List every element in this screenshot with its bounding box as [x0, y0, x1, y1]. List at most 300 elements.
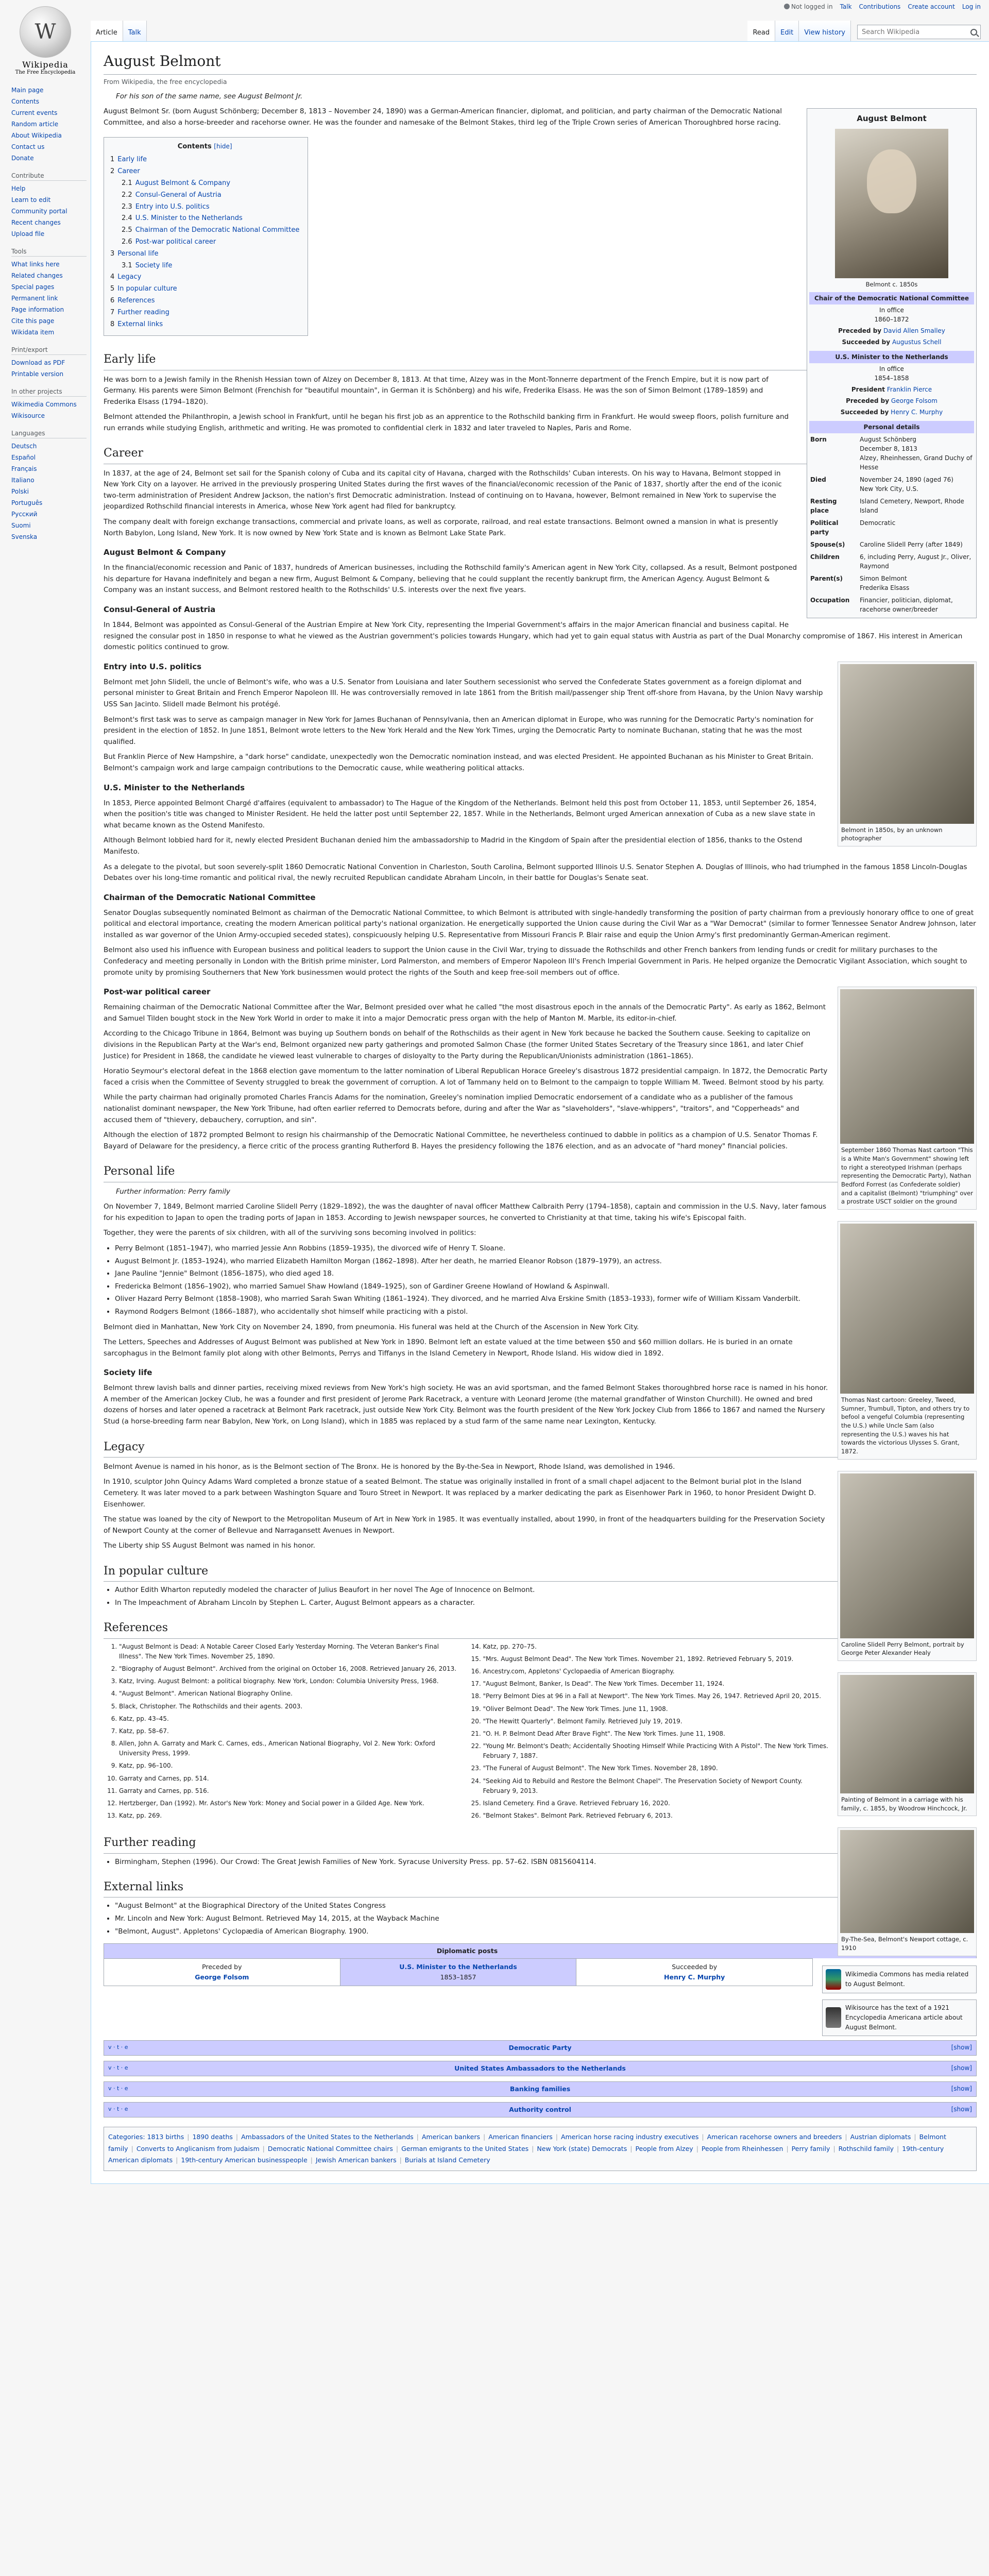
toc-link[interactable]: References	[117, 296, 155, 304]
toc-number: 6	[110, 296, 115, 304]
sidebar-item	[11, 399, 87, 410]
sidebar-item	[11, 304, 87, 315]
infobox-office-chair[interactable]: Chair of the Democratic National Committee	[809, 292, 974, 304]
category-separator: |	[845, 2133, 847, 2141]
paragraph: Senator Douglas subsequently nominated Belmont as chairman of the Democratic National Committee, to which Belmont is attributed with single-handedly transforming the position of party chairman from a previously honorary office to one of great political and electoral importance, creating the modern American political party's national organization. He energetically supported the Union cause during the Civil War as a "War Democrat" (similar to former Tennessee Senator Andrew Johnson, later installed as war governor of the Union Army-occupied seceded states), conspicuously helping U.S. Representative from Missouri Francis P. Blair raise and equip the Union Army's first predominantly German-American regiment.	[104, 908, 976, 939]
thumbnail-image[interactable]	[840, 664, 974, 824]
toc-number: 3	[110, 249, 115, 258]
infobox-row-value: November 24, 1890 (aged 76) New York City, U.S.	[860, 476, 953, 493]
infobox-row-label: Parent(s)	[810, 575, 843, 583]
sidebar-item	[11, 281, 87, 293]
infobox-row	[809, 473, 974, 495]
logo-title: Wikipedia	[22, 60, 69, 70]
paragraph: He was born to a Jewish family in the Rhenish Hessian town of Alzey on December 8, 1813. At that time, Alzey was in the Mont-Tonnerre department of the French Empire, but it is now part of Germany. His parents were Simon Belmont (Frenchish for "beautiful mountain", in German it is Schönberg) and his wife, Frederika Elsass. He was the son of Simon Belmont (1789–1859) and Frederika Elsass (1794–1820).	[104, 375, 769, 406]
category-separator: |	[630, 2144, 633, 2153]
reference-item[interactable]: 14. Katz, pp. 270–75.	[483, 1642, 829, 1652]
category-link[interactable]: Ambassadors of the United States to the Netherlands	[241, 2133, 414, 2141]
navbox-vte-links[interactable]: v · t · e	[108, 2064, 128, 2072]
nav-portal	[11, 82, 87, 167]
search-input[interactable]	[861, 28, 970, 37]
reference-item[interactable]: 2. "Biography of August Belmont". Archived from the original on October 16, 2008. Retrieved January 26, 2013.	[119, 1664, 465, 1674]
infobox-term: In office 1854–1858	[874, 365, 909, 382]
sidebar-link[interactable]: Permanent link	[11, 295, 58, 302]
thumbnail	[838, 1221, 977, 1460]
culture-item: • Author Edith Wharton reputedly modeled the character of Julius Beaufort in her novel The Age of Innocence on Belmont.	[115, 1585, 977, 1596]
thumbnail-caption: Belmont in 1850s, by an unknown photographer	[841, 826, 943, 842]
toc-number: 1	[110, 156, 115, 164]
category-separator: |	[696, 2144, 698, 2153]
sidebar-link[interactable]: Français	[11, 465, 37, 472]
tab-article[interactable]: Article	[91, 21, 123, 41]
category-link[interactable]: New York (state) Democrats	[537, 2144, 627, 2153]
reference-item[interactable]: 12. Hertzberger, Dan (1992). Mr. Astor's New York: Money and Social power in a Gilded Age. New York.	[119, 1799, 465, 1808]
sidebar-item	[11, 118, 87, 130]
office-link[interactable]: U.S. Minister to the Netherlands	[399, 1963, 517, 1971]
category-separator: |	[399, 2156, 402, 2164]
sidebar-item	[11, 84, 87, 96]
infobox-preceded	[809, 395, 974, 406]
category-link[interactable]: Austrian diplomats	[850, 2133, 911, 2141]
lead-paragraph: August Belmont Sr. (born August Schönberg; December 8, 1813 – November 24, 1890) was a German-American financier, diplomat, and politician, and party chairman of the Democratic National Committee, and also a horse-breeder and racehorse owner. He was the founder and namesake of the Belmont Stakes, third leg of the Triple Crown series of American Thoroughbred horse racing.	[104, 107, 782, 127]
sidebar-link[interactable]: Related changes	[11, 272, 63, 279]
paragraph: The company dealt with foreign exchange transactions, commercial and private loans, as well as corporate, railroad, and real estate transactions. Belmont owned a mansion in what is presently North Babylon, Long Island, New York. It is now owned by New York State and is known as Belmont Lake State Park.	[104, 518, 778, 537]
child-item: • August Belmont Jr. (1853–1924), who married Elizabeth Hamilton Morgan (1862–1898). After her death, he married Eleanor Robson (1879–1979), an actress.	[115, 1256, 977, 1267]
reference-item[interactable]: 9. Katz, pp. 96–100.	[119, 1761, 465, 1771]
category-separator: |	[416, 2133, 419, 2141]
toc-link[interactable]: Consul-General of Austria	[135, 191, 221, 199]
toc-link[interactable]: Entry into U.S. politics	[135, 202, 210, 211]
sidebar-link[interactable]: Current events	[11, 109, 58, 116]
infobox-row-value: Democratic	[860, 519, 896, 527]
infobox-row-value: 6, including Perry, August Jr., Oliver, Raymond	[860, 553, 971, 570]
infobox-row	[809, 538, 974, 551]
sidebar-link[interactable]: Donate	[11, 155, 34, 162]
reference-item[interactable]: 3. Katz, Irving. August Belmont: a political biography. New York, London: Columbia University Press, 1968.	[119, 1676, 465, 1686]
infobox-row-label: Born	[810, 436, 827, 444]
category-link[interactable]: 19th-century American businesspeople	[181, 2156, 308, 2164]
label: Succeeded by	[672, 1963, 718, 1971]
reference-item[interactable]: 26. "Belmont Stakes". Belmont Park. Retrieved February 6, 2013.	[483, 1811, 829, 1821]
subsection-heading: Consul-General of Austria	[104, 605, 216, 615]
sidebar-item	[11, 357, 87, 368]
thumbnail-caption: By-The-Sea, Belmont's Newport cottage, c. 1910	[841, 1936, 968, 1952]
wikisource-text[interactable]: Wikisource has the text of a 1921 Encyclopedia Americana article about August Belmont.	[845, 2004, 963, 2031]
logo-tagline: The Free Encyclopedia	[15, 70, 76, 75]
wikipedia-globe-icon	[20, 6, 71, 58]
subsection-heading: U.S. Minister to the Netherlands	[104, 783, 245, 792]
category-link[interactable]: Belmont family	[108, 2133, 946, 2153]
toc-title-text: Contents	[177, 142, 212, 150]
thumbnail	[838, 1672, 977, 1816]
succession-box	[104, 1958, 813, 1986]
wikisource-box	[822, 1999, 977, 2037]
toc-number: 2.3	[122, 202, 132, 211]
link[interactable]: Augustus Schell	[892, 338, 942, 346]
toc-link[interactable]: Further reading	[117, 308, 169, 316]
toc-item[interactable]	[110, 260, 299, 272]
paragraph: While the party chairman had originally promoted Charles Francis Adams for the nomination, Greeley's nomination implied Democratic endorsement of a candidate who as a publisher of the famous nationalist dominant newspaper, the New York Tribune, had often earlier referred to Democrats before, during and after the War as "slaveholders", "slave-whippers", "traitors", and "Copperheads" and accused them of "thievery, debauchery, corruption, and sin".	[104, 1093, 799, 1124]
paragraph: The statue was loaned by the city of Newport to the Metropolitan Museum of Art in New York in 1985. It was eventually installed, about 1990, in front of the headquarters building for the Preservation Society of Newport County at the corner of Bellevue and Narragansett Avenues in Newport.	[104, 1515, 825, 1535]
toc-number: 2.4	[122, 214, 132, 223]
sidebar-link[interactable]: Upload file	[11, 230, 45, 238]
infobox-office-minister[interactable]: U.S. Minister to the Netherlands	[809, 351, 974, 363]
sidebar-item	[11, 107, 87, 118]
label: Succeeded by	[842, 338, 891, 346]
infobox-succeeded	[809, 406, 974, 418]
toc-number: 2	[110, 167, 115, 176]
section-heading: Personal life	[104, 1162, 977, 1182]
category-link[interactable]: Burials at Island Cemetery	[404, 2156, 490, 2164]
personal-link[interactable]: Talk	[840, 3, 852, 10]
navbox-title[interactable]: Authority control	[509, 2106, 571, 2114]
paragraph: According to the Chicago Tribune in 1864, Belmont was buying up Southern bonds on behalf of the Rothschilds as their agent in New York because he backed the Southern cause. Seeking to capitalize on divisions in the Republican Party at the War's end, Belmont organized new party gatherings and promoted Salmon Chase (the former United States Secretary of the Treasury since 1861, and later Chief Justice) for President in 1868, the candidate he viewed least vulnerable to charges of disloyalty to the Party during the Republican/Unionists administration (1861–1865).	[104, 1029, 811, 1060]
toc-number: 4	[110, 273, 115, 281]
sidebar-link[interactable]: Português	[11, 499, 43, 506]
contribute-portal	[11, 167, 87, 243]
succession-office	[340, 1959, 577, 1986]
reference-item[interactable]: 20. "The Hewitt Quarterly". Belmont Family. Retrieved July 19, 2019.	[483, 1717, 829, 1726]
category-separator: |	[396, 2144, 399, 2153]
category-link[interactable]: Democratic National Committee chairs	[267, 2144, 393, 2153]
thumbnail-image[interactable]	[840, 1473, 974, 1638]
navbox-title[interactable]: United States Ambassadors to the Netherlands	[454, 2064, 626, 2073]
child-item: • Fredericka Belmont (1856–1902), who married Samuel Shaw Howland (1849–1925), son of Gardiner Greene Howland of Howland & Aspinwall.	[115, 1281, 977, 1293]
hatnote[interactable]: For his son of the same name, see August Belmont Jr.	[116, 92, 303, 100]
toc-link[interactable]: Legacy	[117, 273, 142, 281]
sidebar-link[interactable]: What links here	[11, 261, 60, 268]
sidebar-link[interactable]: Contents	[11, 98, 39, 105]
wikisource-icon	[826, 2007, 841, 2028]
toc-link[interactable]: Society life	[135, 261, 173, 269]
category-link[interactable]: 1890 deaths	[192, 2133, 233, 2141]
print-portal	[11, 341, 87, 383]
infobox-portrait[interactable]	[835, 129, 948, 278]
reference-item[interactable]: 19. "Oliver Belmont Dead". The New York Times. June 11, 1908.	[483, 1704, 829, 1714]
infobox-row-label: Children	[810, 553, 840, 561]
reference-item[interactable]: 4. "August Belmont". American National Biography Online.	[119, 1689, 465, 1699]
infobox-caption: Belmont c. 1850s	[865, 280, 918, 288]
toc-item[interactable]	[110, 272, 299, 283]
category-separator: |	[310, 2156, 313, 2164]
link[interactable]: David Allen Smalley	[883, 327, 945, 335]
infobox-row-value: Financier, politician, diplomat, racehorse owner/breeder	[860, 597, 953, 614]
commons-box	[822, 1965, 977, 1993]
infobox-title: August Belmont	[857, 114, 927, 124]
toc-number: 2.6	[122, 238, 132, 246]
sidebar-item	[11, 410, 87, 421]
sidebar-link[interactable]: Main page	[11, 87, 44, 94]
thumbnail-image[interactable]	[840, 1830, 974, 1933]
sidebar-link[interactable]: Deutsch	[11, 443, 37, 450]
predecessor-link[interactable]: George Folsom	[195, 1973, 249, 1981]
category-link[interactable]: 19th-century American diplomats	[108, 2144, 944, 2164]
reference-item[interactable]: 8. Allen, John A. Garraty and Mark C. Carnes, eds., American National Biography, Vol 2. New York: Oxford University Press, 1999.	[119, 1739, 465, 1758]
navbox-title[interactable]: Banking families	[509, 2085, 571, 2093]
sidebar-item	[11, 486, 87, 497]
category-separator: |	[187, 2133, 190, 2141]
thumbnail-image[interactable]	[840, 1224, 974, 1394]
category-link[interactable]: Rothschild family	[838, 2144, 894, 2153]
diplomatic-posts-head: Diplomatic posts	[104, 1943, 977, 1958]
reference-item[interactable]: 13. Katz, pp. 269.	[119, 1811, 465, 1821]
sidebar-link[interactable]: Italiano	[11, 477, 35, 484]
projects-portal	[11, 383, 87, 425]
personal-link[interactable]: Contributions	[859, 3, 901, 10]
paragraph: In 1844, Belmont was appointed as Consul-General of the Austrian Empire at New York City, representing the Imperial Government's affairs in the major American financial and business capital. He resigned the consular post in 1850 in response to what he viewed as the Austrian government's policies towards Hungary, which had yet to gain equal status with Austria as part of the Dual Monarchy compromise of 1867. His interest in American domestic politics continued to grow.	[104, 621, 963, 652]
navbox-title[interactable]: Democratic Party	[508, 2044, 572, 2052]
category-link[interactable]: Perry family	[791, 2144, 830, 2153]
navbox-show-toggle[interactable]: [show]	[951, 2106, 972, 2113]
infobox-row	[809, 517, 974, 538]
personal-link[interactable]: Create account	[908, 3, 955, 10]
successor-link[interactable]: Henry C. Murphy	[664, 1973, 725, 1981]
tab-read[interactable]: Read	[747, 21, 775, 41]
sidebar-link[interactable]: Wikisource	[11, 412, 45, 419]
personal-link[interactable]: Log in	[962, 3, 981, 10]
toc-link[interactable]: In popular culture	[117, 285, 177, 293]
sidebar-link[interactable]: Español	[11, 454, 36, 461]
sidebar-link[interactable]: Printable version	[11, 370, 64, 378]
sidebar-item	[11, 152, 87, 164]
link[interactable]: Franklin Pierce	[886, 386, 932, 394]
child-item: • Perry Belmont (1851–1947), who married Jessie Ann Robbins (1859–1935), the divorced wife of Henry T. Sloane.	[115, 1243, 977, 1255]
paragraph: The Letters, Speeches and Addresses of August Belmont was published at New York in 1890. Belmont left an estate valued at the time between $50 and $60 million dollars. He is buried in an ornate sarcophagus in the Belmont family plot along with other Belmonts, Perrys and Tiffanys in the Island Cemetery in Newport, Rhode Island. His widow died in 1892.	[104, 1338, 793, 1358]
toc-link[interactable]: External links	[117, 320, 163, 328]
reference-item[interactable]: 21. "O. H. P. Belmont Dead After Brave Fight". The New York Times. June 11, 1908.	[483, 1729, 829, 1739]
sidebar-link[interactable]: About Wikipedia	[11, 132, 62, 139]
infobox-row	[809, 594, 974, 616]
sidebar-link[interactable]: Recent changes	[11, 219, 61, 226]
reference-item[interactable]: 23. "The Funeral of August Belmont". The New York Times. November 28, 1890.	[483, 1764, 829, 1773]
category-link[interactable]: American financiers	[488, 2133, 553, 2141]
thumbnail-image[interactable]	[840, 1675, 974, 1793]
tab-view-history[interactable]: View history	[799, 21, 851, 41]
site-tagline: From Wikipedia, the free encyclopedia	[104, 77, 227, 86]
toc-link[interactable]: Early life	[117, 156, 147, 164]
sidebar-link[interactable]: Wikimedia Commons	[11, 401, 77, 408]
category-separator: |	[786, 2144, 789, 2153]
subsection-heading: Entry into U.S. politics	[104, 662, 202, 671]
sidebar-link[interactable]: Page information	[11, 306, 64, 313]
category-link[interactable]: Jewish American bankers	[315, 2156, 397, 2164]
sidebar-link[interactable]: Contact us	[11, 143, 45, 150]
sidebar-link[interactable]: Polski	[11, 488, 29, 495]
category-separator: |	[702, 2133, 704, 2141]
toc-item[interactable]	[110, 213, 299, 225]
subsection-heading: Chairman of the Democratic National Committee	[104, 892, 316, 902]
reference-item[interactable]: 6. Katz, pp. 43–45.	[119, 1714, 465, 1724]
sidebar-item	[11, 368, 87, 380]
navbox-head	[104, 2061, 976, 2076]
wikipedia-logo[interactable]	[4, 0, 87, 82]
reference-item[interactable]: 22. "Young Mr. Belmont's Death; Accidentally Shooting Himself While Practicing With A Pistol". The New York Times. February 7, 1887.	[483, 1741, 829, 1761]
sidebar-item	[11, 497, 87, 509]
tools-portal	[11, 243, 87, 341]
label: Preceded by	[846, 397, 890, 405]
article-content	[91, 41, 989, 2184]
link[interactable]: Henry C. Murphy	[891, 409, 943, 416]
toc-link[interactable]: August Belmont & Company	[135, 179, 231, 187]
section-heading: Career	[104, 444, 977, 464]
reference-item[interactable]: 17. "August Belmont, Banker, Is Dead". The New York Times. December 11, 1924.	[483, 1679, 829, 1689]
paragraph: Although the election of 1872 prompted Belmont to resign his chairmanship of the Democratic National Committee, he nevertheless continued to dabble in politics as a champion of U.S. Senator Thomas F. Bayard of Delaware for the presidency, a fierce critic of the process granting Rutherford B. Hayes the presidency following the 1876 election, and as an advocate of "hard money" financial policies.	[104, 1131, 818, 1150]
category-link[interactable]: American horse racing industry executives	[560, 2133, 699, 2141]
tab-edit[interactable]: Edit	[775, 21, 799, 41]
reference-item[interactable]: 10. Garraty and Carnes, pp. 514.	[119, 1774, 465, 1784]
navbox-vte-links[interactable]: v · t · e	[108, 2044, 128, 2051]
toc-hide-link[interactable]: [hide]	[214, 142, 232, 150]
sidebar-link[interactable]: Random article	[11, 121, 59, 128]
thumbnail-image[interactable]	[840, 989, 974, 1144]
sidebar-item	[11, 217, 87, 228]
reference-item[interactable]: 24. "Seeking Aid to Rebuild and Restore the Belmont Chapel". The Preservation Society of Newport County. February 9, 2013.	[483, 1776, 829, 1796]
culture-item: • In The Impeachment of Abraham Lincoln by Stephen L. Carter, August Belmont appears as a character.	[115, 1598, 977, 1609]
search-icon[interactable]	[970, 29, 977, 36]
category-link[interactable]: German emigrants to the United States	[401, 2144, 529, 2153]
sidebar-link[interactable]: Русский	[11, 511, 38, 518]
thumbnail-caption: September 1860 Thomas Nast cartoon "This is a White Man's Government" showing left to right a stereotyped Irishman (perhaps representing the Democratic Party), Nathan Bedford Forrest (as Confederate soldier) and a capitalist (Belmont) "triumphing" over a prostrate USCT soldier on the ground	[841, 1146, 973, 1206]
reference-item[interactable]: 25. Island Cemetery. Find a Grave. Retrieved February 16, 2020.	[483, 1799, 829, 1808]
sidebar-link[interactable]: Wikidata item	[11, 329, 55, 336]
sidebar-link[interactable]: Download as PDF	[11, 359, 65, 366]
infobox-row-value: Island Cemetery, Newport, Rhode Island	[860, 498, 964, 515]
page-tabs	[91, 21, 989, 41]
subsection-heading: August Belmont & Company	[104, 548, 226, 557]
toc-link[interactable]: Personal life	[117, 249, 159, 258]
infobox-row-value: Caroline Slidell Perry (after 1849)	[860, 541, 963, 549]
navbox-show-toggle[interactable]: [show]	[951, 2085, 972, 2093]
thumbnail-caption: Painting of Belmont in a carriage with his family, c. 1855, by Woodrow Hinchcock, Jr.	[841, 1796, 967, 1812]
infobox-row-label: Died	[810, 476, 826, 484]
reference-item[interactable]: 1. "August Belmont is Dead: A Notable Career Closed Early Yesterday Morning. The Veteran Banker's Final Illness". The New York Times. November 25, 1890.	[119, 1642, 465, 1662]
hatnote[interactable]: Further information: Perry family	[116, 1187, 230, 1196]
label: Succeeded by	[840, 409, 889, 416]
toc-item[interactable]	[110, 236, 299, 248]
toc-link[interactable]: U.S. Minister to the Netherlands	[135, 214, 243, 223]
category-link[interactable]: 1813 births	[147, 2133, 184, 2141]
paragraph: Belmont threw lavish balls and dinner parties, receiving mixed reviews from New York's high society. He was an avid sportsman, and the famed Belmont Stakes thoroughbred horse race is named in his honor. A member of the American Jockey Club, he was a founder and first president of Jerome Park Racetrack, a venture with Leonard Jerome (the maternal grandfather of Winston Churchill). He owned and bred dozens of horses and later opened a racetrack at Belmont Park racetrack, just outside New York City. Belmont was the fourth president of the New York Jockey Club from 1866 to 1867 and named the Nursery Stud (a horse-breeding farm near Babylon, New York, on Long Island), which in 1885 was replaced by a stud farm of the same name near Lexington, Kentucky.	[104, 1384, 828, 1426]
paragraph: In the financial/economic recession and Panic of 1837, hundreds of American businesses, including the Rothschild family's American agent in New York City, collapsed. As a result, Belmont postponed his departure for Havana indefinitely and began a new firm, August Belmont & Company, believing that he could supplant the recently bankrupt firm, the American Agency. August Belmont & Company was an instant success, and Belmont restored health to the Rothschilds' U.S. interests over the next five years.	[104, 564, 797, 595]
sidebar-link[interactable]: Learn to edit	[11, 196, 51, 204]
paragraph: The Liberty ship SS August Belmont was named in his honor.	[104, 1541, 315, 1550]
reference-item[interactable]: 11. Garraty and Carnes, pp. 516.	[119, 1786, 465, 1796]
category-link[interactable]: American bankers	[421, 2133, 480, 2141]
category-link[interactable]: People from Rheinhessen	[701, 2144, 783, 2153]
reference-item[interactable]: 18. "Perry Belmont Dies at 96 in a Fall at Newport". The New York Times. May 26, 1947. Retrieved April 20, 2015.	[483, 1691, 829, 1701]
category-separator: |	[833, 2144, 835, 2153]
header	[91, 0, 989, 37]
navbox-vte-links[interactable]: v · t · e	[108, 2085, 128, 2092]
reference-item[interactable]: 5. Black, Christopher. The Rothschilds and their agents. 2003.	[119, 1702, 465, 1711]
category-link[interactable]: American racehorse owners and breeders	[707, 2133, 842, 2141]
sidebar-link[interactable]: Suomi	[11, 522, 31, 529]
category-separator: |	[131, 2144, 133, 2153]
section-heading: Early life	[104, 350, 977, 370]
toc-number: 2.1	[122, 179, 132, 187]
succession-successor	[576, 1959, 812, 1986]
toc-item[interactable]	[110, 307, 299, 319]
sidebar-item	[11, 228, 87, 240]
toc-number: 7	[110, 308, 115, 316]
infobox-row	[809, 495, 974, 517]
succession-predecessor	[104, 1959, 340, 1986]
sidebar-item	[11, 440, 87, 452]
category-link[interactable]: People from Alzey	[635, 2144, 693, 2153]
external-link[interactable]: • "Belmont, August". Appletons' Cyclopædia of American Biography. 1900.	[115, 1926, 977, 1938]
page-title: August Belmont	[104, 50, 977, 75]
tab-talk[interactable]: Talk	[123, 21, 147, 41]
toc-item[interactable]	[110, 248, 299, 260]
toc-link[interactable]: Chairman of the Democratic National Committee	[135, 226, 300, 234]
infobox-personal-head: Personal details	[809, 421, 974, 433]
category-separator: |	[235, 2133, 238, 2141]
external-link[interactable]: • "August Belmont" at the Biographical Directory of the United States Congress	[115, 1901, 977, 1912]
paragraph: But Franklin Pierce of New Hampshire, a "dark horse" candidate, unexpectedly won the Democratic nomination instead, and was elected President. He appointed Buchanan as his Minister to Great Britain. Belmont's campaign work and large campaign contributions to the Democratic cause, while weathering political attacks.	[104, 753, 813, 772]
infobox-row-label: Spouse(s)	[810, 541, 845, 549]
reference-item[interactable]: 16. Ancestry.com, Appletons' Cyclopaedia of American Biography.	[483, 1667, 829, 1676]
sidebar-item	[11, 327, 87, 338]
sidebar-link[interactable]: Help	[11, 185, 26, 192]
toc-title	[110, 142, 299, 152]
toc-item[interactable]	[110, 283, 299, 295]
toc-item[interactable]	[110, 178, 299, 190]
toc-item[interactable]	[110, 225, 299, 236]
toc-item[interactable]	[110, 201, 299, 213]
toc-item[interactable]	[110, 190, 299, 201]
link[interactable]: George Folsom	[891, 397, 937, 405]
navbox-show-toggle[interactable]: [show]	[951, 2044, 972, 2052]
tools-heading: Tools	[11, 248, 87, 257]
navbox-head	[104, 2082, 976, 2096]
toc-item[interactable]	[110, 154, 299, 166]
paragraph: On November 7, 1849, Belmont married Caroline Slidell Perry (1829–1892), the was the daughter of naval officer Matthew Calbraith Perry (1794–1858), captain and commission in the U.S. Navy, later famous for his expedition to Japan to open the trading ports of Japan in 1853. According to Jewish newspaper sources, he converted to Christianity at that time, taking his wife's Episcopal faith.	[104, 1202, 826, 1222]
sidebar-item	[11, 315, 87, 327]
categories-label[interactable]: Categories:	[108, 2133, 145, 2141]
navbox-show-toggle[interactable]: [show]	[951, 2064, 972, 2072]
infobox-row	[809, 572, 974, 594]
sidebar-link[interactable]: Special pages	[11, 283, 55, 291]
reference-item[interactable]: 7. Katz, pp. 58–67.	[119, 1726, 465, 1736]
toc-item[interactable]	[110, 166, 299, 178]
navbox-vte-links[interactable]: v · t · e	[108, 2106, 128, 2113]
toc-link[interactable]: Post-war political career	[135, 238, 216, 246]
wikimedia-commons-icon	[826, 1969, 841, 1990]
navbox	[104, 2081, 977, 2097]
category-separator: |	[483, 2133, 486, 2141]
infobox-row-label: Resting place	[810, 498, 837, 515]
external-link[interactable]: • Mr. Lincoln and New York: August Belmont. Retrieved May 14, 2015, at the Wayback Machine	[115, 1913, 977, 1925]
commons-text[interactable]: Wikimedia Commons has media related to August Belmont.	[845, 1970, 969, 1988]
reference-item[interactable]: 15. "Mrs. August Belmont Dead". The New York Times. November 21, 1892. Retrieved February 5, 2019.	[483, 1654, 829, 1664]
toc-item[interactable]	[110, 319, 299, 331]
sidebar-link[interactable]: Cite this page	[11, 317, 55, 325]
sidebar-item	[11, 206, 87, 217]
navbox	[104, 2102, 977, 2117]
toc-link[interactable]: Career	[117, 167, 140, 176]
sidebar-item	[11, 183, 87, 194]
sidebar-item	[11, 531, 87, 543]
sidebar-link[interactable]: Svenska	[11, 533, 38, 540]
contribute-heading: Contribute	[11, 172, 87, 181]
category-link[interactable]: Converts to Anglicanism from Judaism	[136, 2144, 260, 2153]
paragraph: Although Belmont lobbied hard for it, newly elected President Buchanan denied him the ambassadorship to Madrid in the Kingdom of Spain after the presidential election of 1856, thanks to the Ostend Manifesto.	[104, 836, 803, 856]
paragraph: Remaining chairman of the Democratic National Committee after the War, Belmont presided over what he called "the most disastrous epoch in the annals of the Democratic Party". As early as 1862, Belmont and Samuel Tilden bought stock in the New York World in order to make it into a major Democratic press organ with the help of Manton M. Marble, its editor-in-chief.	[104, 1003, 826, 1023]
paragraph: In 1853, Pierce appointed Belmont Chargé d'affaires (equivalent to ambassador) to The Hague of the Kingdom of the Netherlands. Belmont held this post from October 11, 1853, until September 26, 1854, when the position's title was changed to Minister Resident. He held the latter post until September 22, 1857. While in the Netherlands, Belmont urged American annexation of Cuba as a new slave state in what became known as the Ostend Manifesto.	[104, 799, 816, 829]
toc-item[interactable]	[110, 295, 299, 307]
sidebar-link[interactable]: Community portal	[11, 208, 67, 215]
toc-number: 2.2	[122, 191, 132, 199]
infobox-row-label: Occupation	[810, 597, 850, 604]
